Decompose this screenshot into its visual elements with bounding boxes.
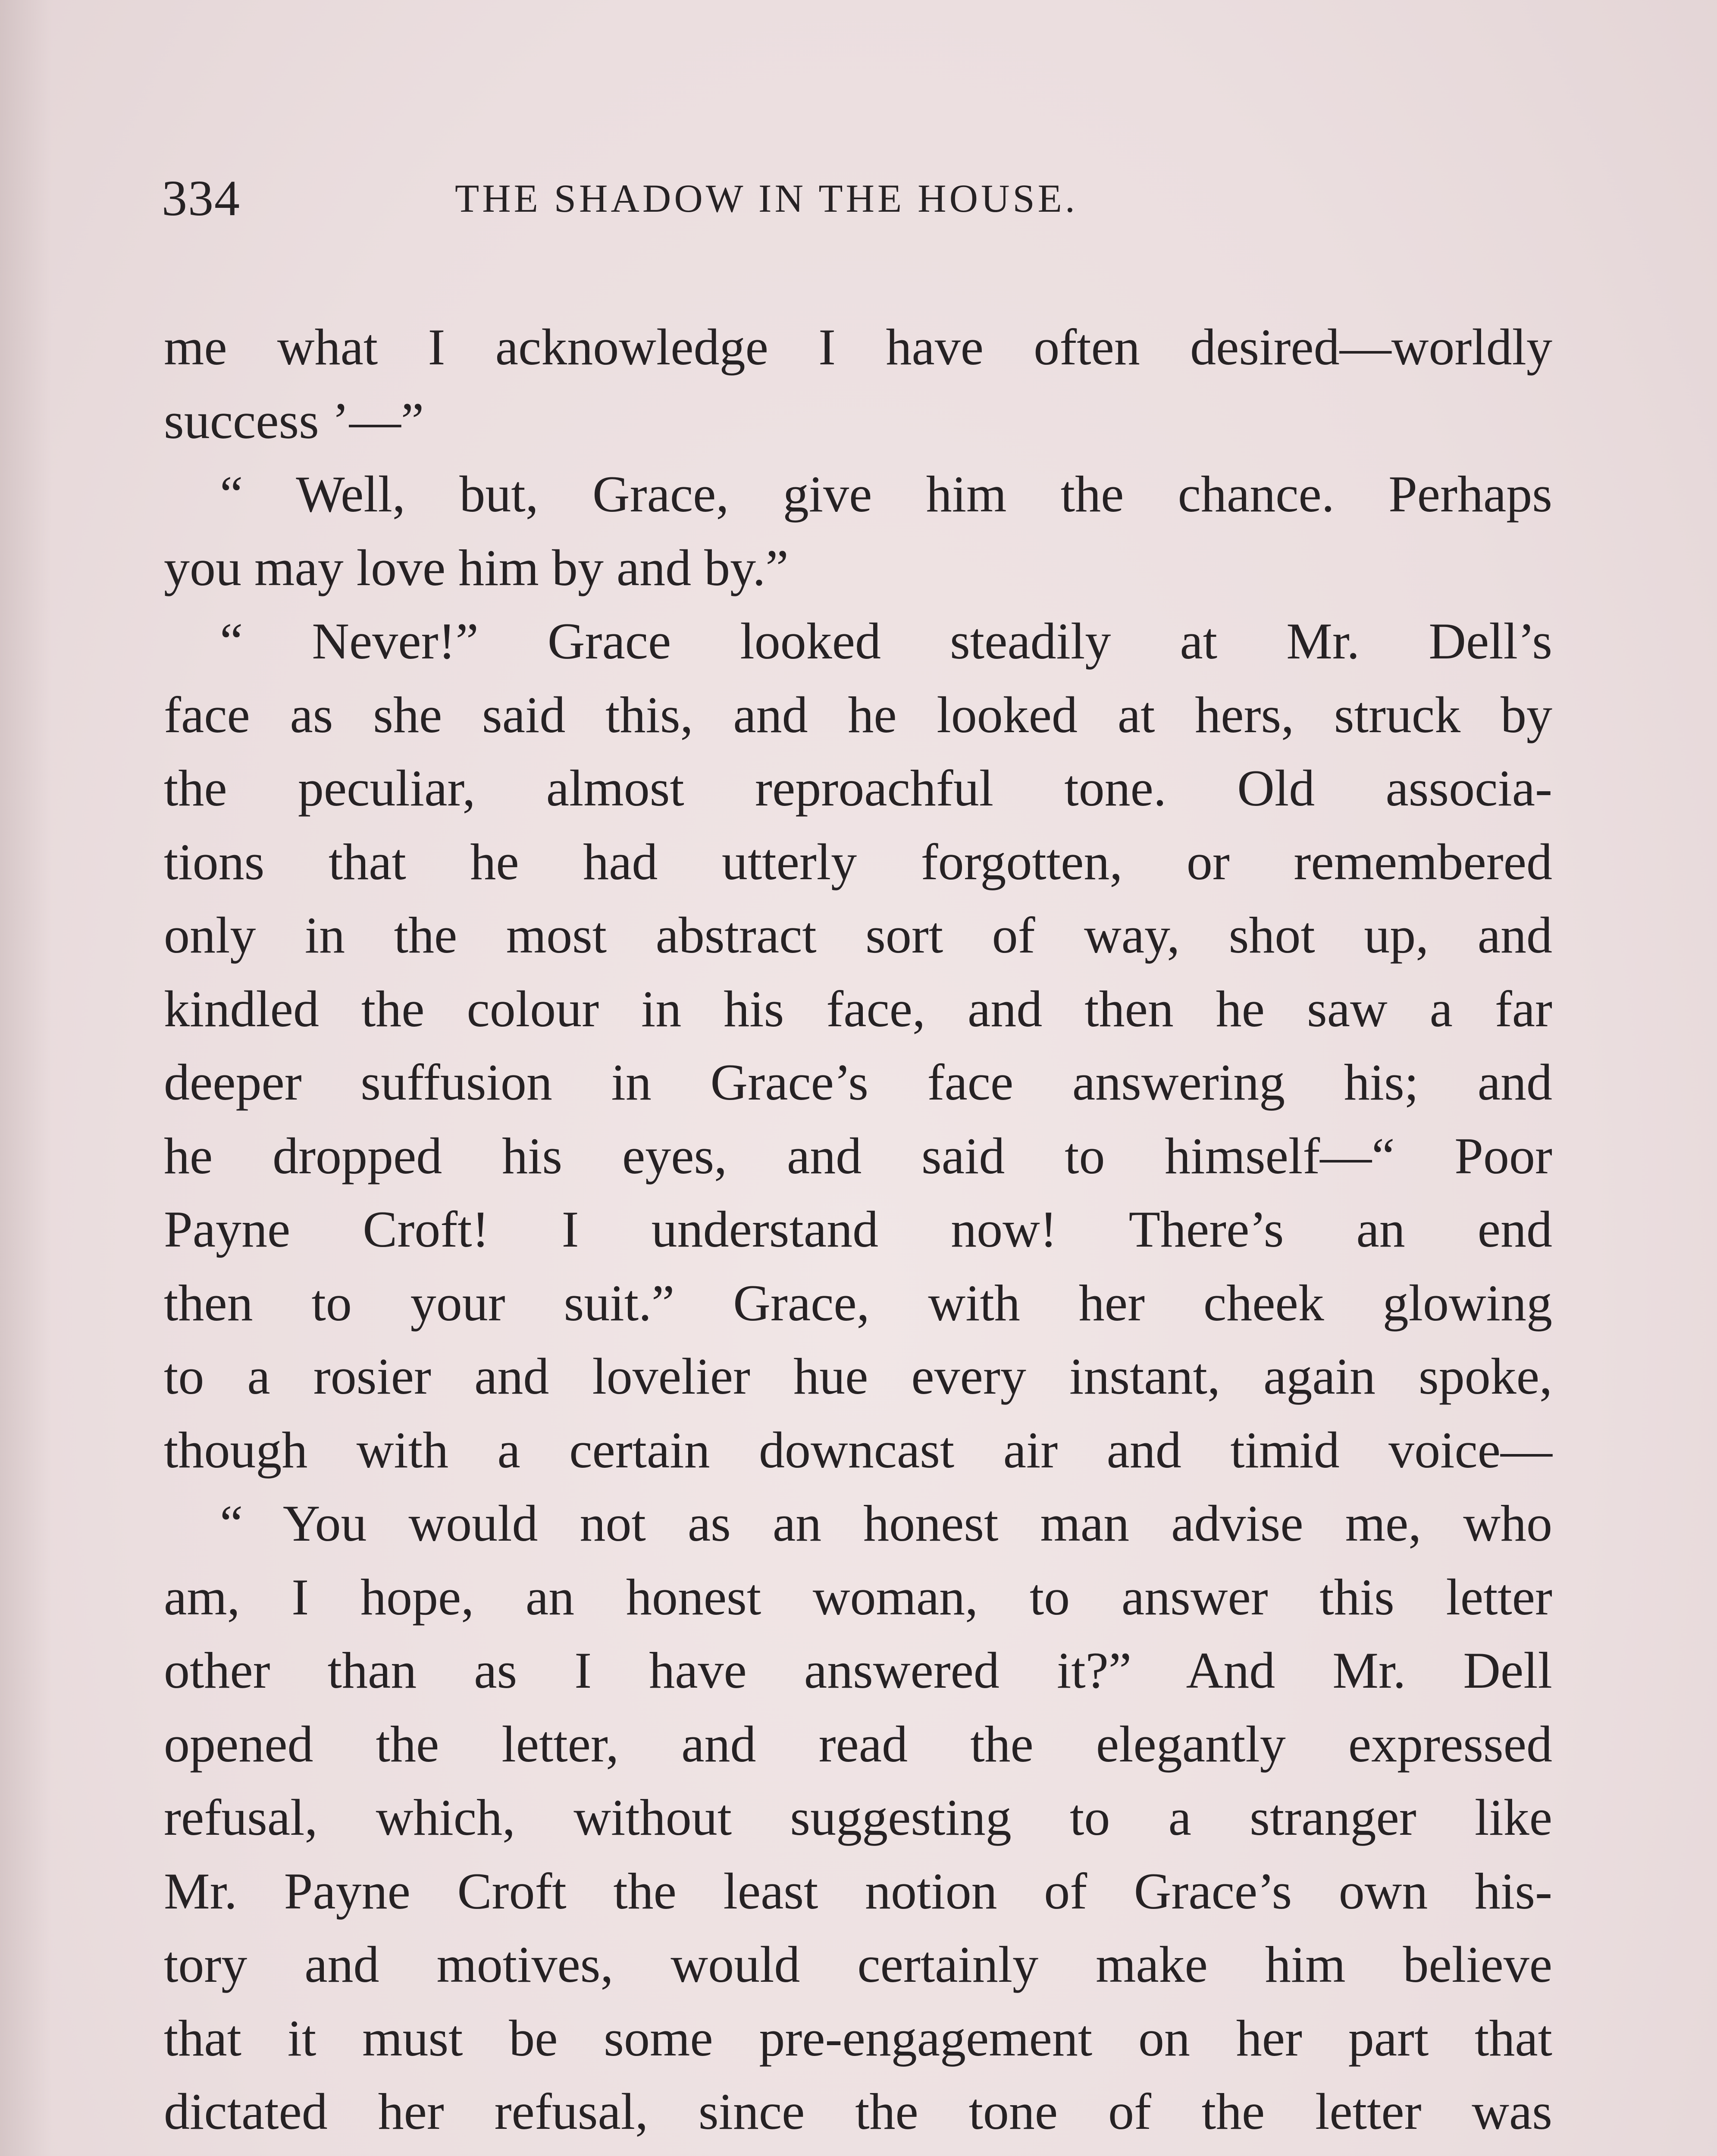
text-line: dictated her refusal, since the tone of the letter was xyxy=(164,2083,1552,2140)
text-line: “ Well, but, Grace, give him the chance. Perhaps xyxy=(220,465,1552,523)
text-line: to a rosier and lovelier hue every instant, again spoke, xyxy=(164,1348,1552,1405)
text-line: kindled the colour in his face, and then he saw a far xyxy=(164,980,1552,1037)
text-line: only in the most abstract sort of way, shot up, and xyxy=(164,906,1552,964)
page-gutter-shadow xyxy=(0,0,52,2156)
text-line: opened the letter, and read the elegantly expressed xyxy=(164,1715,1552,1773)
page-header xyxy=(162,166,1559,231)
text-line: “ You would not as an honest man advise me, who xyxy=(220,1495,1552,1552)
text-line: then to your suit.” Grace, with her cheek glowing xyxy=(164,1274,1552,1332)
text-line: the peculiar, almost reproachful tone. Old associa- xyxy=(164,759,1552,817)
text-line: though with a certain downcast air and timid voice— xyxy=(164,1421,1552,1479)
text-line: face as she said this, and he looked at hers, struck by xyxy=(164,686,1552,743)
text-line: you may love him by and by.” xyxy=(164,539,789,596)
text-line: am, I hope, an honest woman, to answer this letter xyxy=(164,1568,1552,1626)
text-line: that it must be some pre-engagement on her part that xyxy=(164,2009,1552,2067)
text-line: Mr. Payne Croft the least notion of Grace’s own his- xyxy=(164,1862,1552,1920)
text-line xyxy=(164,2149,1552,2156)
text-line: success ’—” xyxy=(164,392,424,449)
text-line: me what I acknowledge I have often desired—worldly xyxy=(164,318,1552,376)
running-head: THE SHADOW IN THE HOUSE. xyxy=(455,176,1078,220)
text-line: Payne Croft! I understand now! There’s an end xyxy=(164,1200,1552,1258)
page-number: 334 xyxy=(162,170,241,226)
text-line: “ Never!” Grace looked steadily at Mr. Dell’s xyxy=(220,612,1552,670)
text-line: he dropped his eyes, and said to himself—“ Poor xyxy=(164,1127,1552,1185)
text-line: tory and motives, would certainly make him believe xyxy=(164,1936,1552,1993)
text-line: other than as I have answered it?” And Mr. Dell xyxy=(164,1642,1552,1699)
text-line: refusal, which, without suggesting to a stranger like xyxy=(164,1789,1552,1846)
body-text xyxy=(164,310,1552,2156)
text-line: tions that he had utterly forgotten, or remembered xyxy=(164,833,1552,890)
text-line: deeper suffusion in Grace’s face answering his; and xyxy=(164,1053,1552,1111)
